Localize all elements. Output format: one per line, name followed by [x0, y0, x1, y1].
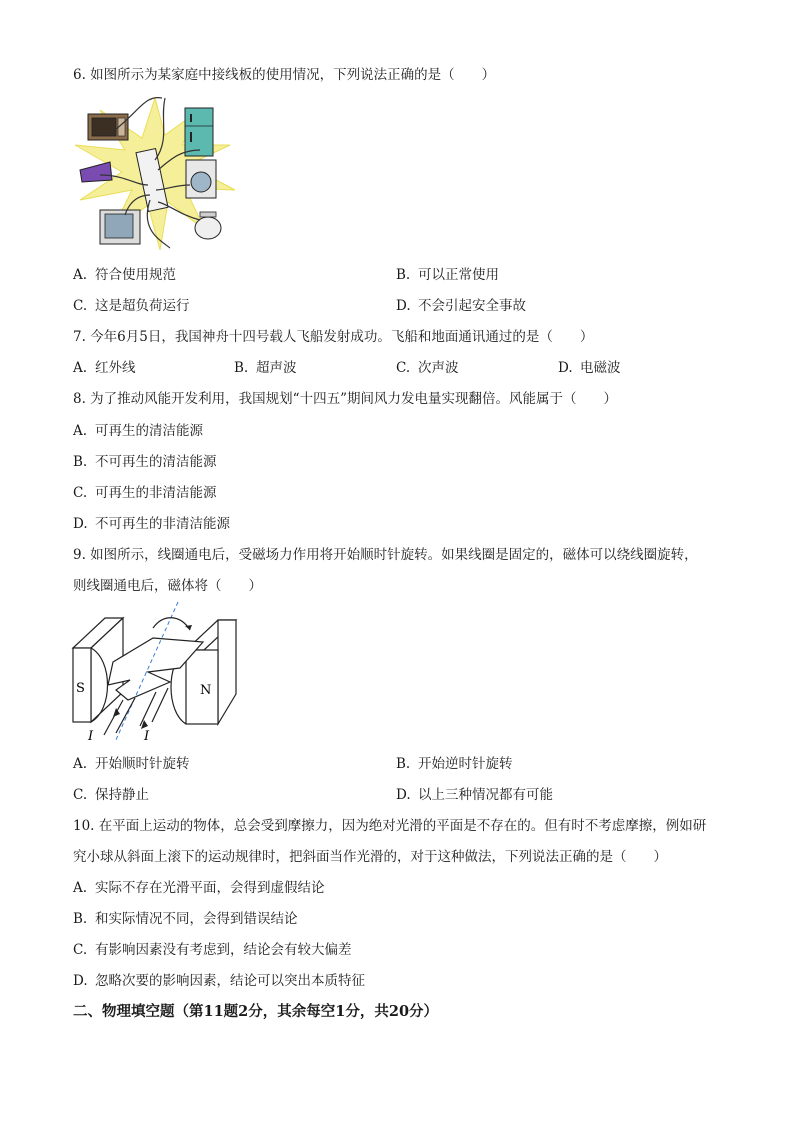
q6-option-d: D. 不会引起安全事故: [396, 298, 526, 314]
q9-stem-line1: 9. 如图所示，线圈通电后，受磁场力作用将开始顺时针旋转。如果线圈是固定的，磁体可以绕线圈旋转，: [73, 547, 698, 563]
current-right-label: I: [144, 729, 150, 744]
q6-option-b: B. 可以正常使用: [396, 267, 499, 283]
q10-stem-line2: 究小球从斜面上滚下的运动规律时，把斜面当作光滑的，对于这种做法，下列说法正确的是（ ）: [73, 849, 667, 865]
q8-option-a: A. 可再生的清洁能源: [73, 423, 203, 439]
pole-n-label: N: [200, 683, 212, 698]
q10-option-a: A. 实际不存在光滑平面，会得到虚假结论: [73, 880, 325, 896]
q6-stem: 6. 如图所示为某家庭中接线板的使用情况，下列说法正确的是（ ）: [73, 67, 496, 83]
q10-option-c: C. 有影响因素没有考虑到，结论会有较大偏差: [73, 942, 352, 958]
q7-option-d: D. 电磁波: [558, 360, 621, 376]
power-strip-overload-figure: [70, 90, 240, 260]
q9-option-b: B. 开始逆时针旋转: [396, 756, 513, 772]
current-left-label: I: [88, 729, 94, 744]
q10-option-b: B. 和实际情况不同，会得到错误结论: [73, 911, 298, 927]
q6-option-a: A. 符合使用规范: [73, 267, 176, 283]
q6-option-c: C. 这是超负荷运行: [73, 298, 190, 314]
q8-option-d: D. 不可再生的非清洁能源: [73, 516, 230, 532]
q7-option-b: B. 超声波: [234, 360, 297, 376]
q7-stem: 7. 今年6月5日，我国神舟十四号载人飞船发射成功。飞船和地面通讯通过的是（ ）: [73, 329, 594, 345]
q7-option-a: A. 红外线: [73, 360, 136, 376]
coil-magnet-figure: [68, 600, 248, 750]
pole-s-label: S: [76, 681, 85, 696]
q9-option-d: D. 以上三种情况都有可能: [396, 787, 553, 803]
section2-title: 二、物理填空题（第11题2分，其余每空1分，共20分）: [73, 1003, 439, 1020]
q10-stem-line1: 10. 在平面上运动的物体，总会受到摩擦力，因为绝对光滑的平面是不存在的。但有时不考虑摩擦，例如研: [73, 818, 707, 834]
q8-option-b: B. 不可再生的清洁能源: [73, 454, 217, 470]
q8-option-c: C. 可再生的非清洁能源: [73, 485, 217, 501]
q8-stem: 8. 为了推动风能开发利用，我国规划“十四五”期间风力发电量实现翻倍。风能属于（ ）: [73, 391, 617, 407]
q10-option-d: D. 忽略次要的影响因素，结论可以突出本质特征: [73, 973, 365, 989]
q9-stem-line2: 则线圈通电后，磁体将（ ）: [73, 578, 262, 594]
q9-option-c: C. 保持静止: [73, 787, 149, 803]
q7-option-c: C. 次声波: [396, 360, 459, 376]
q9-option-a: A. 开始顺时针旋转: [73, 756, 190, 772]
